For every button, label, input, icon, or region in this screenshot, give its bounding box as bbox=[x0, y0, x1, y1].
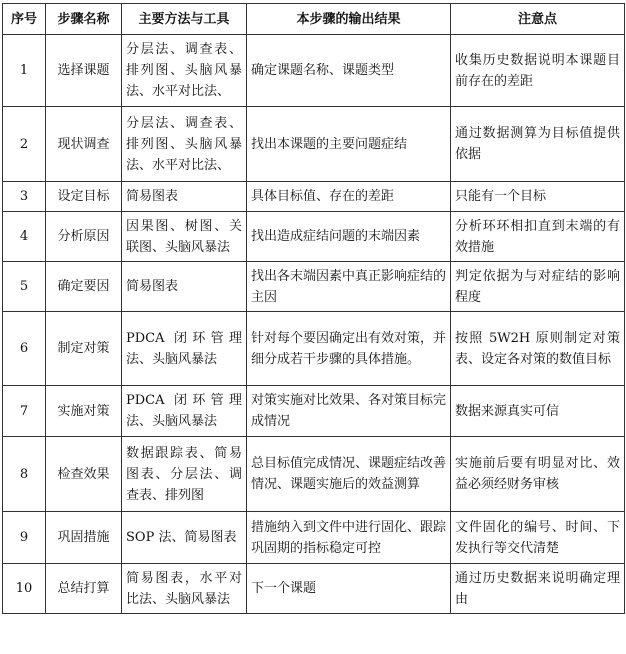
cell-note: 收集历史数据说明本课题目前存在的差距 bbox=[451, 35, 625, 107]
cell-output: 下一个课题 bbox=[247, 564, 451, 614]
cell-step: 巩固措施 bbox=[46, 512, 122, 564]
table-row bbox=[3, 564, 625, 614]
cell-tools: 数据跟踪表、简易图表、分层法、调查表、排列图 bbox=[122, 437, 247, 512]
cell-output: 找出各末端因素中真正影响症结的主因 bbox=[247, 262, 451, 312]
cell-output: 找出本课题的主要问题症结 bbox=[247, 107, 451, 182]
cell-no: 1 bbox=[3, 35, 46, 107]
cell-step: 制定对策 bbox=[46, 312, 122, 386]
cell-tools: PDCA 闭环管理法、头脑风暴法 bbox=[122, 312, 247, 386]
cell-note: 分析环环相扣直到末端的有效措施 bbox=[451, 212, 625, 262]
cell-no: 6 bbox=[3, 312, 46, 386]
header-no: 序号 bbox=[3, 4, 46, 35]
cell-step: 设定目标 bbox=[46, 182, 122, 212]
cell-tools: 简易图表，水平对比法、头脑风暴法 bbox=[122, 564, 247, 614]
cell-note: 数据来源真实可信 bbox=[451, 386, 625, 437]
cell-note: 文件固化的编号、时间、下发执行等交代清楚 bbox=[451, 512, 625, 564]
cell-note: 按照 5W2H 原则制定对策表、设定各对策的数值目标 bbox=[451, 312, 625, 386]
table-row bbox=[3, 107, 625, 182]
cell-note: 通过历史数据来说明确定理由 bbox=[451, 564, 625, 614]
cell-step: 确定要因 bbox=[46, 262, 122, 312]
cell-note: 只能有一个目标 bbox=[451, 182, 625, 212]
cell-output: 具体目标值、存在的差距 bbox=[247, 182, 451, 212]
cell-tools: 分层法、调查表、排列图、头脑风暴法、水平对比法、 bbox=[122, 107, 247, 182]
methods-table bbox=[2, 3, 625, 614]
cell-no: 9 bbox=[3, 512, 46, 564]
table-row bbox=[3, 182, 625, 212]
table-row bbox=[3, 262, 625, 312]
cell-no: 5 bbox=[3, 262, 46, 312]
cell-no: 10 bbox=[3, 564, 46, 614]
cell-output: 确定课题名称、课题类型 bbox=[247, 35, 451, 107]
cell-step: 检查效果 bbox=[46, 437, 122, 512]
cell-step: 分析原因 bbox=[46, 212, 122, 262]
cell-note: 判定依据为与对症结的影响程度 bbox=[451, 262, 625, 312]
table-row bbox=[3, 312, 625, 386]
cell-output: 针对每个要因确定出有效对策，并细分成若干步骤的具体措施。 bbox=[247, 312, 451, 386]
cell-tools: 因果图、树图、关联图、头脑风暴法 bbox=[122, 212, 247, 262]
cell-note: 实施前后要有明显对比、效益必须经财务审核 bbox=[451, 437, 625, 512]
header-row bbox=[3, 4, 625, 35]
cell-no: 3 bbox=[3, 182, 46, 212]
cell-step: 现状调查 bbox=[46, 107, 122, 182]
cell-no: 2 bbox=[3, 107, 46, 182]
cell-no: 4 bbox=[3, 212, 46, 262]
cell-step: 实施对策 bbox=[46, 386, 122, 437]
header-tools: 主要方法与工具 bbox=[122, 4, 247, 35]
header-note: 注意点 bbox=[451, 4, 625, 35]
cell-tools: SOP 法、简易图表 bbox=[122, 512, 247, 564]
table-row bbox=[3, 212, 625, 262]
header-step: 步骤名称 bbox=[46, 4, 122, 35]
table-row bbox=[3, 512, 625, 564]
table-row bbox=[3, 386, 625, 437]
table-row bbox=[3, 437, 625, 512]
cell-output: 找出造成症结问题的末端因素 bbox=[247, 212, 451, 262]
cell-note: 通过数据测算为目标值提供依据 bbox=[451, 107, 625, 182]
cell-no: 7 bbox=[3, 386, 46, 437]
header-output: 本步骤的输出结果 bbox=[247, 4, 451, 35]
cell-tools: 简易图表 bbox=[122, 262, 247, 312]
cell-step: 选择课题 bbox=[46, 35, 122, 107]
cell-output: 对策实施对比效果、各对策目标完成情况 bbox=[247, 386, 451, 437]
table-row bbox=[3, 35, 625, 107]
cell-no: 8 bbox=[3, 437, 46, 512]
cell-step: 总结打算 bbox=[46, 564, 122, 614]
cell-output: 总目标值完成情况、课题症结改善情况、课题实施后的效益测算 bbox=[247, 437, 451, 512]
cell-tools: 分层法、调查表、排列图、头脑风暴法、水平对比法、 bbox=[122, 35, 247, 107]
cell-tools: 简易图表 bbox=[122, 182, 247, 212]
cell-output: 措施纳入到文件中进行固化、跟踪巩固期的指标稳定可控 bbox=[247, 512, 451, 564]
cell-tools: PDCA 闭环管理法、头脑风暴法 bbox=[122, 386, 247, 437]
